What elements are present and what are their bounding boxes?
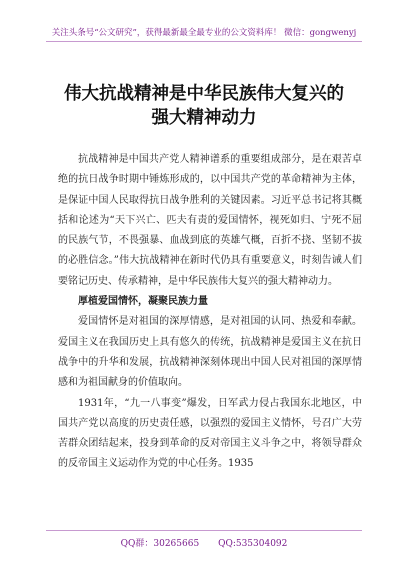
footer-qq-group: QQ群：30265665 <box>120 539 200 549</box>
section-heading-1: 厚植爱国情怀，凝聚民族力量 <box>78 296 208 308</box>
document-body <box>58 150 362 475</box>
page-footer <box>46 536 362 549</box>
footer-divider <box>46 530 362 531</box>
footer-qq-contact: QQ:535304092 <box>218 539 288 549</box>
body-paragraph-2: 爱国情怀是对祖国的深厚情感，是对祖国的认同、热爱和奉献。爱国主义在我国历史上具有悠久的传统，抗战精神是爱国主义在抗日战争中的升华和发展，抗战精神深刻体现出中国人民对祖国的深厚情感和为祖国献身的价值取向。 <box>58 316 362 389</box>
body-paragraph-3: 1931年，“九一八事变”爆发，日军武力侵占我国东北地区，中国共产党以高度的历史责任感，以强烈的爱国主义情怀，号召广大劳苦群众团结起来，投身到革命的反对帝国主义斗争之中，将领导群众的反帝国主义运动作为党的中心任务。1935 <box>58 397 362 470</box>
document-title <box>40 82 368 130</box>
page-header: 关注头条号“公文研究”，获得最新最全最专业的公文资料库！ 微信：gongwenyj <box>51 28 357 38</box>
body-paragraph-1: 抗战精神是中国共产党人精神谱系的重要组成部分，是在艰苦卓绝的抗日战争时期中锤炼形成的，以中国共产党的革命精神为主体，是保证中国人民取得抗日战争胜利的关键因素。习近平总书记将其概括和论述为“天下兴亡、匹夫有责的爱国情怀，视死如归、宁死不屈的民族气节，不畏强暴、血战到底的英雄气概，百折不挠、坚韧不拔的必胜信念。”伟大抗战精神在新时代仍具有重要意义，时刻告诫人们要铭记历史、传承精神，是中华民族伟大复兴的强大精神动力。 <box>58 154 362 287</box>
title-line-2: 强大精神动力 <box>151 108 257 128</box>
title-line-1: 伟大抗战精神是中华民族伟大复兴的 <box>64 84 344 104</box>
header-divider <box>46 41 362 42</box>
